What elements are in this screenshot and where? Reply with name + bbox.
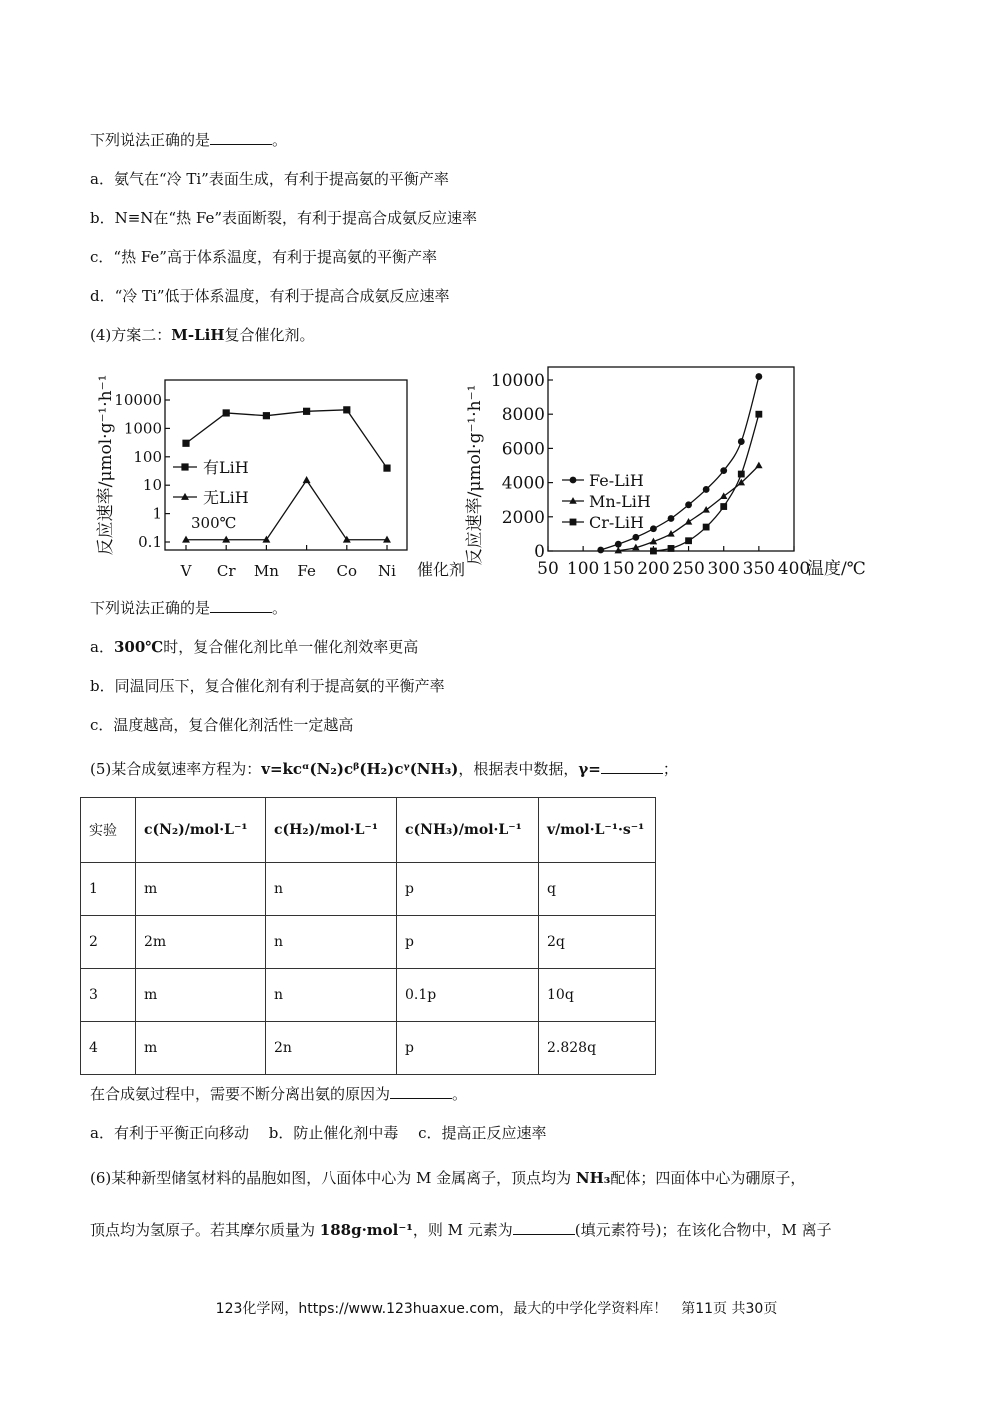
data-point	[720, 467, 727, 474]
data-point	[263, 412, 270, 419]
data-point	[383, 465, 390, 472]
x-tick-label: 100	[566, 559, 600, 579]
answer-blank	[210, 130, 272, 145]
data-point	[685, 501, 692, 508]
catalyst-rate-chart	[85, 355, 470, 587]
data-point	[685, 537, 692, 544]
q5-intro: (5)某合成氨速率方程为：v=kcᵅ(N₂)cᵝ(H₂)cᵞ(NH₃)，根据表中数据，γ= ；	[90, 760, 678, 778]
x-axis-label: 催化剂	[416, 560, 466, 579]
q4-option-b: b．同温同压下，复合催化剂有利于提高氨的平衡产率	[90, 677, 445, 695]
answer-blank	[210, 598, 272, 613]
page-footer: 123化学网，https://www.123huaxue.com，最大的中学化学资料库！ 第11页 共30页	[215, 1301, 778, 1317]
table-cell: q	[539, 863, 656, 916]
x-tick-label: 300	[707, 559, 740, 579]
table-cell: p	[397, 1022, 539, 1075]
table-row	[81, 916, 656, 969]
x-tick-label: Cr	[216, 562, 236, 580]
q4-prompt: 下列说法正确的是 。	[90, 599, 288, 617]
data-point	[650, 548, 657, 555]
x-axis-label: 温度/℃	[807, 559, 866, 579]
q5-reason-options: a．有利于平衡正向移动 b．防止催化剂中毒 c．提高正反应速率	[90, 1124, 547, 1142]
q3-option-c: c．“热 Fe”高于体系温度，有利于提高氨的平衡产率	[90, 248, 437, 266]
data-point	[720, 492, 727, 499]
data-point	[650, 525, 657, 532]
temperature-rate-chart	[460, 355, 920, 587]
data-point	[223, 409, 230, 416]
table-cell: 2n	[266, 1022, 397, 1075]
data-point	[738, 438, 745, 445]
table-cell: n	[266, 916, 397, 969]
experiment-table	[80, 797, 656, 1075]
q3-option-d: d．“冷 Ti”低于体系温度，有利于提高合成氨反应速率	[90, 287, 450, 305]
legend-label: Cr-LiH	[589, 513, 644, 532]
y-tick-label: 4000	[501, 473, 545, 494]
table-cell: m	[136, 863, 266, 916]
table-cell: 2m	[136, 916, 266, 969]
legend-label: Mn-LiH	[589, 492, 651, 511]
x-tick-label: Ni	[378, 562, 396, 580]
table-cell: p	[397, 916, 539, 969]
answer-blank	[513, 1220, 575, 1235]
data-point	[755, 373, 762, 380]
table-header-row	[81, 798, 656, 863]
data-point	[303, 476, 311, 483]
data-point	[703, 524, 710, 531]
data-point	[615, 541, 622, 548]
answer-blank	[390, 1084, 452, 1099]
table-cell: m	[136, 969, 266, 1022]
legend-label: 无LiH	[203, 488, 249, 507]
y-tick-label: 0.1	[138, 533, 162, 551]
data-point	[668, 545, 675, 552]
x-tick-label: Fe	[297, 562, 316, 580]
legend-label: Fe-LiH	[589, 471, 644, 490]
legend-marker	[181, 463, 188, 470]
table-cell: 10q	[539, 969, 656, 1022]
x-tick-label: Mn	[253, 562, 279, 580]
q3-prompt: 下列说法正确的是 。	[90, 131, 288, 149]
y-tick-label: 1000	[123, 419, 162, 438]
y-tick-label: 10000	[114, 391, 162, 409]
y-tick-label: 10000	[490, 371, 545, 391]
y-axis-label: 反应速率/μmol·g⁻¹·h⁻¹	[96, 374, 116, 556]
legend-label: 有LiH	[203, 458, 249, 477]
x-tick-label: Co	[336, 562, 358, 580]
y-tick-label: 8000	[501, 405, 545, 426]
table-cell: m	[136, 1022, 266, 1075]
data-point	[720, 503, 727, 510]
q6-line2: 顶点均为氢原子。若其摩尔质量为 188g·mol⁻¹，则 M 元素为 (填元素符号)；在该化合物中，M 离子	[90, 1221, 832, 1239]
data-point	[755, 462, 762, 469]
table-header: c(N₂)/mol·L⁻¹	[136, 798, 266, 863]
q5-reason-prompt: 在合成氨过程中，需要不断分离出氨的原因为 。	[90, 1085, 468, 1103]
data-point	[632, 534, 639, 541]
table-header: c(H₂)/mol·L⁻¹	[266, 798, 397, 863]
rate-equation: v=kcᵅ(N₂)cᵝ(H₂)cᵞ(NH₃)	[261, 760, 459, 778]
data-point	[303, 408, 310, 415]
table-cell: 1	[81, 863, 136, 916]
q3-option-a: a．氨气在“冷 Ti”表面生成，有利于提高氨的平衡产率	[90, 170, 449, 188]
data-point	[755, 411, 762, 418]
table-row	[81, 863, 656, 916]
q4-option-a: a．300℃时，复合催化剂比单一催化剂效率更高	[90, 638, 419, 656]
plot-frame	[548, 367, 794, 551]
table-cell: 2.828q	[539, 1022, 656, 1075]
table-row	[81, 969, 656, 1022]
x-tick-label: 50	[537, 559, 559, 579]
q3-option-b: b．N≡N在“热 Fe”表面断裂，有利于提高合成氨反应速率	[90, 209, 477, 227]
x-tick-label: 200	[637, 559, 670, 579]
y-tick-label: 10	[142, 476, 162, 495]
table-cell: n	[266, 863, 397, 916]
table-row	[81, 1022, 656, 1075]
data-point	[703, 486, 710, 493]
legend-marker	[570, 519, 577, 526]
data-point	[702, 506, 709, 513]
table-header: c(NH₃)/mol·L⁻¹	[397, 798, 539, 863]
table-cell: 3	[81, 969, 136, 1022]
data-point	[182, 440, 189, 447]
data-point	[343, 406, 350, 413]
table-header: 实验	[81, 798, 136, 863]
table-cell: p	[397, 863, 539, 916]
x-tick-label: 250	[672, 559, 705, 579]
answer-blank	[601, 759, 663, 774]
temperature-annotation: 300℃	[191, 514, 237, 532]
legend-marker	[570, 477, 577, 484]
data-point	[685, 518, 692, 525]
q6-line1: (6)某种新型储氢材料的晶胞如图，八面体中心为 M 金属离子，顶点均为 NH₃配体；四面体中心为硼原子，	[90, 1169, 806, 1187]
table-cell: n	[266, 969, 397, 1022]
q4-intro: (4)方案二：M-LiH复合催化剂。	[90, 326, 315, 344]
y-tick-label: 2000	[501, 507, 545, 528]
table-cell: 0.1p	[397, 969, 539, 1022]
data-point	[738, 471, 745, 478]
x-tick-label: 350	[742, 559, 776, 579]
table-cell: 2q	[539, 916, 656, 969]
y-tick-label: 6000	[501, 439, 545, 460]
data-point	[597, 547, 604, 554]
table-header: v/mol·L⁻¹·s⁻¹	[539, 798, 656, 863]
y-tick-label: 100	[133, 447, 162, 466]
x-tick-label: V	[180, 562, 192, 580]
x-tick-label: 150	[602, 559, 635, 579]
q4-option-c: c．温度越高，复合催化剂活性一定越高	[90, 716, 354, 734]
table-cell: 2	[81, 916, 136, 969]
y-tick-label: 0	[534, 542, 545, 562]
y-axis-label: 反应速率/μmol·g⁻¹·h⁻¹	[465, 384, 485, 566]
table-cell: 4	[81, 1022, 136, 1075]
y-tick-label: 1	[152, 504, 162, 523]
data-point	[668, 515, 675, 522]
x-tick-label: 400	[777, 559, 811, 579]
data-point	[667, 530, 674, 537]
